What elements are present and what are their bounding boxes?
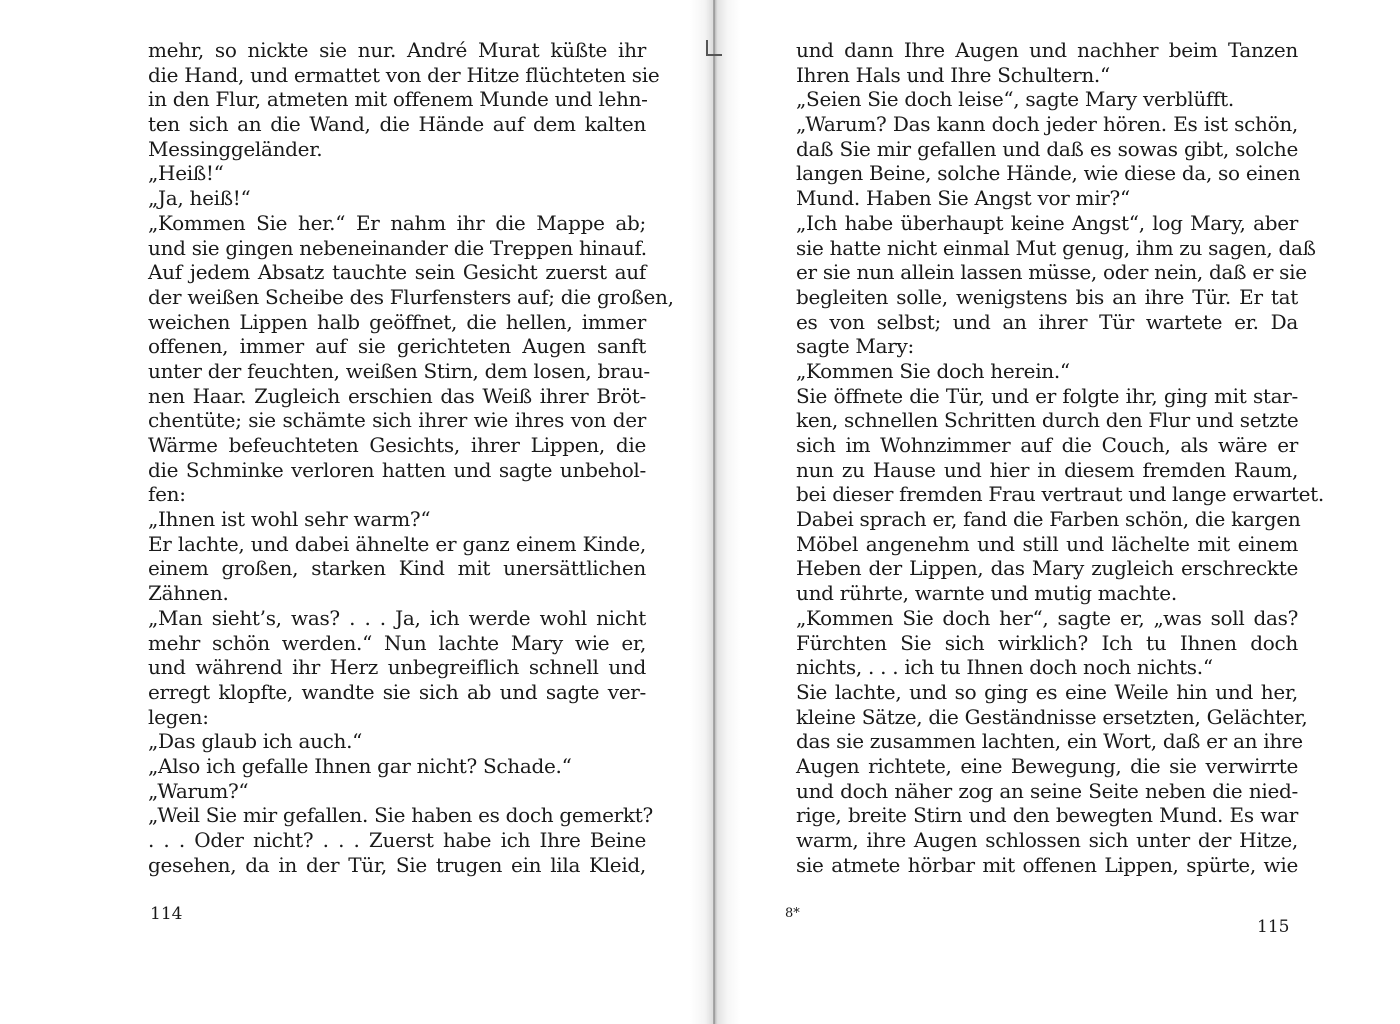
text-line: nun zu Hause und hier in diesem fremden Raum,	[796, 457, 1298, 482]
text-line: Er lachte, und dabei ähnelte er ganz einem Kinde,	[148, 531, 646, 556]
text-line: und doch näher zog an seine Seite neben die nied-	[796, 778, 1298, 803]
text-line: kleine Sätze, die Geständnisse ersetzten, Gelächter,	[796, 704, 1308, 729]
text-line: Möbel angenehm und still und lächelte mit einem	[796, 531, 1298, 556]
text-line: „Kommen Sie doch herein.“	[796, 358, 1070, 383]
left-page-number: 114	[150, 904, 183, 924]
text-line: und rührte, warnte und mutig machte.	[796, 581, 1177, 606]
text-line: erregt klopfte, wandte sie sich ab und sagte ver-	[148, 679, 646, 704]
text-line: bei dieser fremden Frau vertraut und lange erwartet.	[796, 482, 1324, 507]
text-line: daß Sie mir gefallen und daß es sowas gibt, solche	[796, 136, 1298, 161]
text-line: „Kommen Sie her.“ Er nahm ihr die Mappe ab;	[148, 210, 646, 235]
text-line: „Kommen Sie doch her“, sagte er, „was soll das?	[796, 605, 1298, 630]
text-line: sie hatte nicht einmal Mut genug, ihm zu sagen, daß	[796, 235, 1316, 260]
text-line: Messinggeländer.	[148, 136, 323, 161]
text-line: Heben der Lippen, das Mary zugleich erschreckte	[796, 556, 1298, 581]
text-line: „Ja, heiß!“	[148, 186, 251, 211]
text-line: weichen Lippen halb geöffnet, die hellen, immer	[148, 309, 646, 334]
text-line: „Seien Sie doch leise“, sagte Mary verblüfft.	[796, 87, 1234, 112]
signature-mark: 8*	[785, 906, 800, 921]
right-page-text	[796, 38, 1324, 877]
text-line: sie atmete hörbar mit offenen Lippen, spürte, wie	[796, 852, 1298, 877]
text-line: Fürchten Sie sich wirklich? Ich tu Ihnen doch	[796, 630, 1298, 655]
text-line: . . . Oder nicht? . . . Zuerst habe ich Ihre Beine	[148, 828, 646, 852]
text-line: und sie gingen nebeneinander die Treppen hinauf.	[148, 235, 647, 260]
text-line: „Das glaub ich auch.“	[148, 729, 363, 754]
gutter-scan-mark	[706, 40, 722, 56]
text-line: „Also ich gefalle Ihnen gar nicht? Schade.“	[148, 753, 572, 778]
text-line: ten sich an die Wand, die Hände auf dem kalten	[148, 112, 646, 137]
text-line: Sie öffnete die Tür, und er folgte ihr, ging mit star-	[796, 383, 1298, 408]
gutter-fold-line	[713, 0, 715, 1024]
text-line: mehr, so nickte sie nur. André Murat küßte ihr	[148, 38, 646, 62]
text-line: mehr schön werden.“ Nun lachte Mary wie er,	[148, 630, 646, 655]
text-line: in den Flur, atmeten mit offenem Munde und lehn-	[148, 87, 648, 112]
text-line: sagte Mary:	[796, 334, 914, 359]
text-line: „Ihnen ist wohl sehr warm?“	[148, 507, 431, 532]
text-line: einem großen, starken Kind mit unersättlichen	[148, 556, 646, 581]
left-page	[148, 38, 674, 877]
text-line: es von selbst; und an ihrer Tür wartete er. Da	[796, 309, 1298, 334]
text-line: chentüte; sie schämte sich ihrer wie ihres von der	[148, 408, 646, 433]
right-page	[796, 38, 1324, 877]
text-line: Mund. Haben Sie Angst vor mir?“	[796, 186, 1130, 211]
text-line: und während ihr Herz unbegreiflich schnell und	[148, 655, 646, 680]
book-gutter	[690, 0, 740, 1024]
text-line: und dann Ihre Augen und nachher beim Tanzen	[796, 38, 1298, 62]
text-line: gesehen, da in der Tür, Sie trugen ein lila Kleid,	[148, 852, 646, 877]
text-line: „Weil Sie mir gefallen. Sie haben es doch gemerkt?	[148, 803, 653, 828]
text-line: Ihren Hals und Ihre Schultern.“	[796, 62, 1110, 87]
text-line: nichts, . . . ich tu Ihnen doch noch nichts.“	[796, 655, 1213, 680]
text-line: „Warum?“	[148, 778, 249, 803]
text-line: nen Haar. Zugleich erschien das Weiß ihrer Bröt-	[148, 383, 646, 408]
text-line: langen Beine, solche Hände, wie diese da, so einen	[796, 161, 1301, 186]
text-line: Auf jedem Absatz tauchte sein Gesicht zuerst auf	[148, 260, 646, 285]
text-line: Wärme befeuchteten Gesichts, ihrer Lippen, die	[148, 433, 646, 457]
text-line: Zähnen.	[148, 581, 229, 606]
text-line: warm, ihre Augen schlossen sich unter der Hitze,	[796, 828, 1298, 852]
text-line: „Warum? Das kann doch jeder hören. Es ist schön,	[796, 112, 1298, 137]
text-line: „Man sieht’s, was? . . . Ja, ich werde wohl nicht	[148, 605, 646, 630]
text-line: er sie nun allein lassen müsse, oder nein, daß er sie	[796, 260, 1307, 285]
text-line: Augen richtete, eine Bewegung, die sie verwirrte	[796, 753, 1298, 778]
text-line: unter der feuchten, weißen Stirn, dem losen, brau-	[148, 358, 650, 383]
text-line: offenen, immer auf sie gerichteten Augen sanft	[148, 334, 646, 359]
text-line: Dabei sprach er, fand die Farben schön, die kargen	[796, 507, 1301, 532]
text-line: rige, breite Stirn und den bewegten Mund. Es war	[796, 803, 1298, 828]
text-line: „Ich habe überhaupt keine Angst“, log Mary, aber	[796, 210, 1298, 235]
text-line: fen:	[148, 482, 186, 507]
text-line: legen:	[148, 704, 209, 729]
text-line: der weißen Scheibe des Flurfensters auf; die großen,	[148, 284, 674, 309]
text-line: sich im Wohnzimmer auf die Couch, als wäre er	[796, 433, 1298, 457]
text-line: die Hand, und ermattet von der Hitze flüchteten sie	[148, 62, 660, 87]
text-line: das sie zusammen lachten, ein Wort, daß er an ihre	[796, 729, 1303, 754]
right-page-number: 115	[1257, 917, 1290, 937]
text-line: die Schminke verloren hatten und sagte unbehol-	[148, 457, 646, 482]
text-line: Sie lachte, und so ging es eine Weile hin und her,	[796, 679, 1298, 704]
text-line: ken, schnellen Schritten durch den Flur und setzte	[796, 408, 1299, 433]
left-page-text	[148, 38, 674, 877]
text-line: begleiten solle, wenigstens bis an ihre Tür. Er tat	[796, 284, 1298, 309]
text-line: „Heiß!“	[148, 161, 224, 186]
